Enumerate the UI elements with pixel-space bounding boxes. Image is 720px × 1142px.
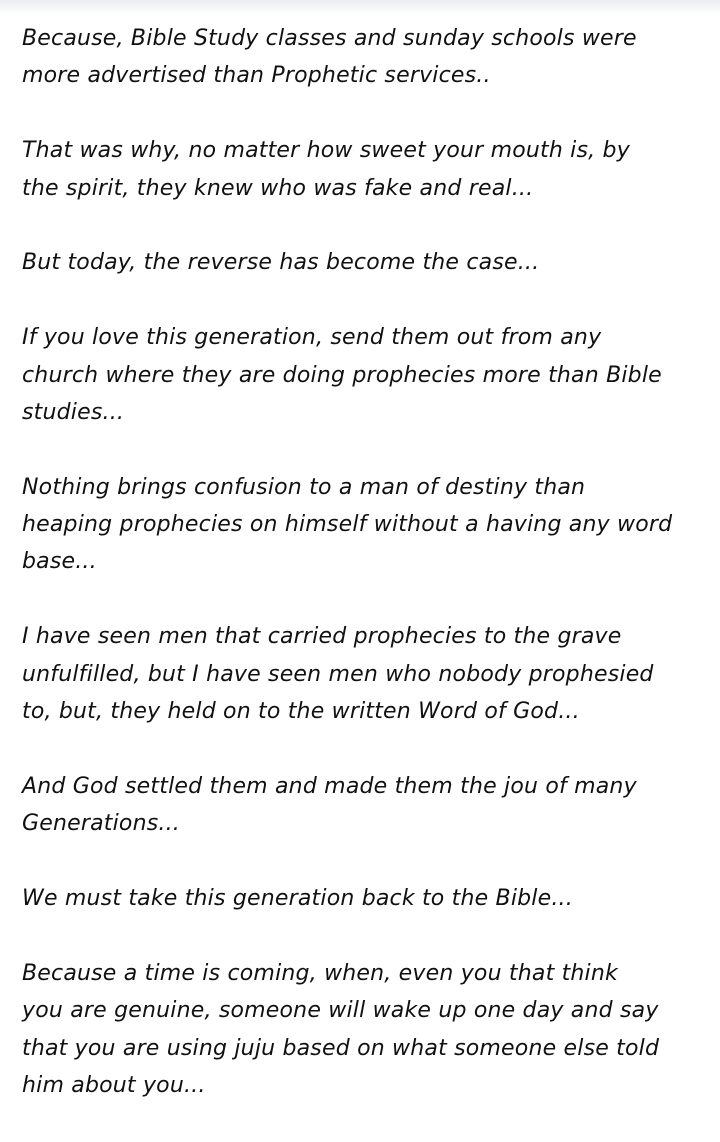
text-line: heaping prophecies on himself without a having any word bbox=[22, 512, 673, 538]
text-body bbox=[22, 20, 702, 1142]
paragraph bbox=[22, 469, 702, 581]
paragraph bbox=[22, 768, 702, 843]
text-line: base... bbox=[22, 549, 97, 575]
text-line: unfulfilled, but I have seen men who nobody prophesied bbox=[22, 661, 654, 687]
paragraph bbox=[22, 880, 702, 917]
text-line: That was why, no matter how sweet your mouth is, by bbox=[22, 138, 630, 164]
text-line: But today, the reverse has become the case... bbox=[22, 250, 540, 276]
text-line: Because, Bible Study classes and sunday schools were bbox=[22, 26, 637, 51]
text-line: Nothing brings confusion to a man of destiny than bbox=[22, 474, 586, 500]
text-line: studies... bbox=[22, 399, 125, 425]
text-line: Generations... bbox=[22, 811, 180, 837]
text-line: him about you... bbox=[22, 1072, 206, 1098]
text-line: you are genuine, someone will wake up one day and say bbox=[22, 998, 659, 1024]
text-line: that you are using juju based on what someone else told bbox=[22, 1035, 660, 1061]
paragraph bbox=[22, 132, 702, 207]
text-line: We must take this generation back to the Bible... bbox=[22, 885, 573, 911]
text-line: Because a time is coming, when, even you that think bbox=[22, 960, 618, 986]
paragraph bbox=[22, 955, 702, 1105]
paragraph bbox=[22, 20, 702, 95]
text-line: I have seen men that carried prophecies to the grave bbox=[22, 624, 622, 650]
paragraph bbox=[22, 319, 702, 431]
text-line: church where they are doing prophecies more than Bible bbox=[22, 362, 662, 388]
paragraph bbox=[22, 618, 702, 730]
text-line: more advertised than Prophetic services.. bbox=[22, 63, 491, 89]
paragraph bbox=[22, 244, 702, 281]
top-shadow bbox=[0, 0, 720, 14]
text-line: the spirit, they knew who was fake and real... bbox=[22, 175, 534, 201]
text-line: If you love this generation, send them out from any bbox=[22, 325, 602, 351]
text-line: And God settled them and made them the jou of many bbox=[22, 773, 637, 799]
text-line: to, but, they held on to the written Word of God... bbox=[22, 699, 580, 725]
